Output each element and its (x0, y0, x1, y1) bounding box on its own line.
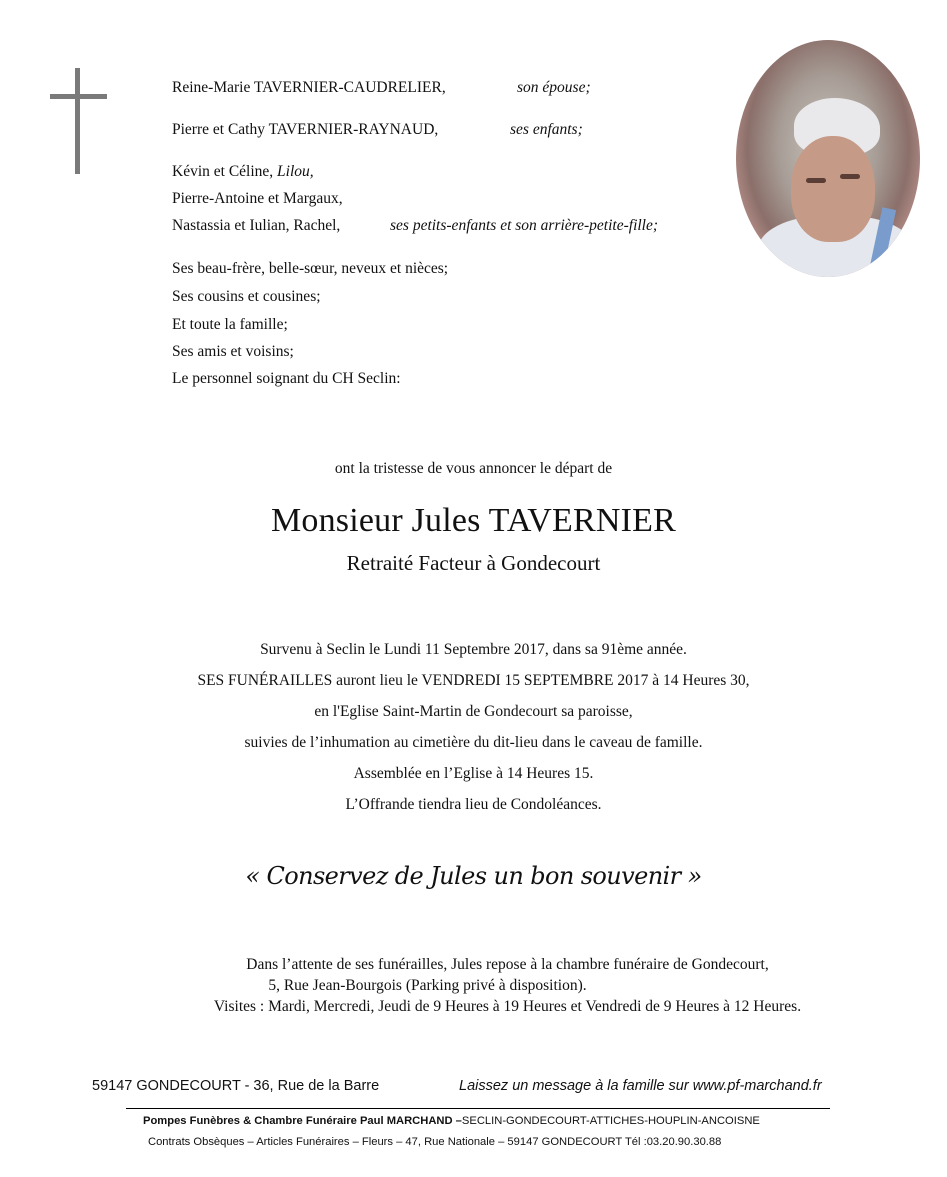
family-others-5: Le personnel soignant du CH Seclin: (172, 370, 401, 387)
footer-address: 59147 GONDECOURT - 36, Rue de la Barre (92, 1078, 380, 1094)
footer-message-link[interactable]: Laissez un message à la famille sur www.pf-marchand.fr (459, 1078, 822, 1094)
relation-spouse: son épouse; (517, 79, 591, 96)
visit-line: 5, Rue Jean-Bourgois (Parking privé à disposition). (268, 977, 587, 994)
detail-line: SES FUNÉRAILLES auront lieu le VENDREDI 15 SEPTEMBRE 2017 à 14 Heures 30, (197, 672, 750, 689)
family-grandchildren-1: Kévin et Céline, Lilou, (172, 163, 314, 180)
family-grandchildren-2: Pierre-Antoine et Margaux, (172, 190, 343, 207)
detail-line: Survenu à Seclin le Lundi 11 Septembre 2017, dans sa 91ème année. (260, 641, 687, 658)
family-others-3: Et toute la famille; (172, 316, 288, 333)
footer-company (143, 1115, 760, 1127)
detail-line: suivies de l’inhumation au cimetière du dit-lieu dans le caveau de famille. (244, 734, 703, 751)
visit-line: Dans l’attente de ses funérailles, Jules repose à la chambre funéraire de Gondecourt, (246, 956, 769, 973)
grandchild-name: Lilou, (277, 163, 314, 180)
footer-divider (126, 1108, 830, 1109)
company-name: Pompes Funèbres & Chambre Funéraire Paul MARCHAND – (143, 1115, 462, 1127)
family-others-1: Ses beau-frère, belle-sœur, neveux et nièces; (172, 260, 449, 277)
family-grandchildren-3: Nastassia et Iulian, Rachel, (172, 217, 341, 234)
cross-icon (75, 68, 80, 174)
deceased-name: Monsieur Jules TAVERNIER (270, 502, 677, 539)
cross-icon-bar (50, 94, 107, 99)
company-towns: SECLIN-GONDECOURT-ATTICHES-HOUPLIN-ANCOISNE (461, 1115, 760, 1127)
visit-line: Visites : Mardi, Mercredi, Jeudi de 9 Heures à 19 Heures et Vendredi de 9 Heures à 12 Heures. (213, 998, 802, 1015)
family-spouse: Reine-Marie TAVERNIER-CAUDRELIER, (172, 79, 446, 96)
memorial-quote: « Conservez de Jules un bon souvenir » (245, 862, 702, 890)
detail-line: Assemblée en l’Eglise à 14 Heures 15. (353, 765, 594, 782)
announcement-intro: ont la tristesse de vous annoncer le départ de (334, 460, 613, 477)
detail-line: L’Offrande tiendra lieu de Condoléances. (345, 796, 602, 813)
detail-line: en l'Eglise Saint-Martin de Gondecourt sa paroisse, (314, 703, 633, 720)
relation-grandchildren: ses petits-enfants et son arrière-petite-fille; (390, 217, 659, 234)
relation-children: ses enfants; (510, 121, 583, 138)
family-others-4: Ses amis et voisins; (172, 343, 294, 360)
family-children: Pierre et Cathy TAVERNIER-RAYNAUD, (172, 121, 439, 138)
portrait-photo (736, 40, 920, 277)
footer-services: Contrats Obsèques – Articles Funéraires – Fleurs – 47, Rue Nationale – 59147 GONDECOURT Tél :03.20.90.30.88 (148, 1136, 722, 1148)
family-others-2: Ses cousins et cousines; (172, 288, 321, 305)
deceased-occupation: Retraité Facteur à Gondecourt (346, 551, 601, 575)
